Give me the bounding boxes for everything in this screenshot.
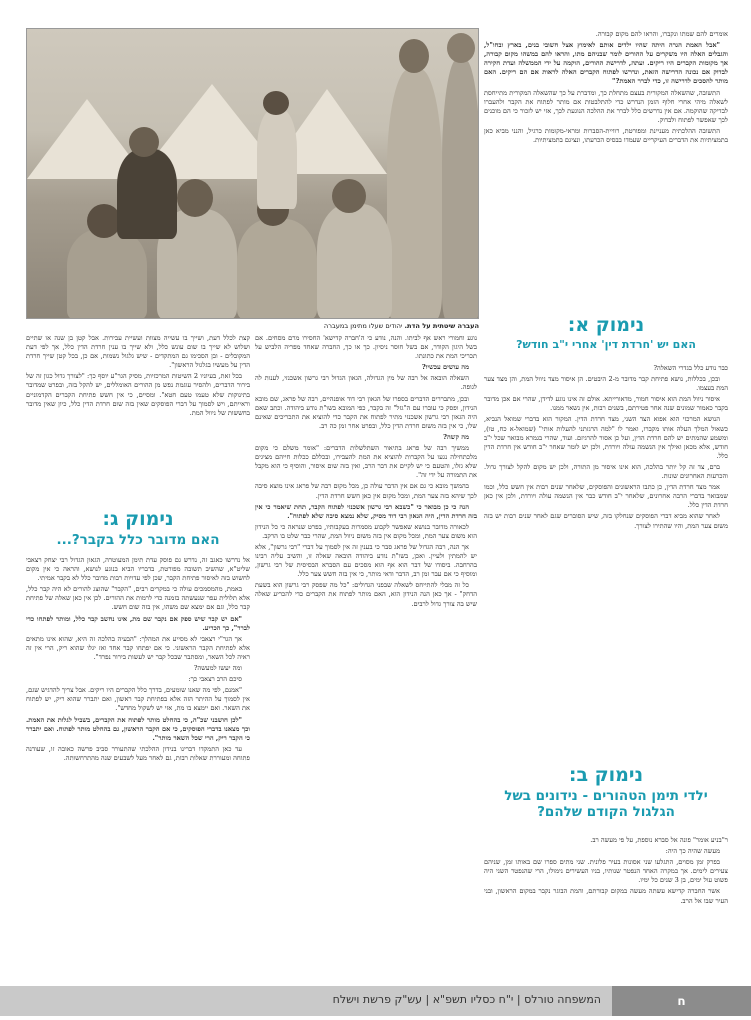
paragraph: אשר החברה קדישא עשתה מעשה במקום קבורתם, והמת הבוגר נקבר במקום הראשון, ובני העיר שבו אל הרב. xyxy=(484,887,728,905)
paragraph: לאחר שהוא מביא דברי הפוסקים שנחלקו בזה, שיש הסוברים שגם לאחר שנים רבות יש בזה משום צער המת, והיו שהתירו לצורך. xyxy=(484,512,728,530)
page-footer xyxy=(0,986,751,1020)
column-left-bottom xyxy=(26,556,250,976)
paragraph: אך הנה, רבה הגדול של פראג סבר כי בענין זה אין לסמוך על דברי "רבי גרשון", אלא יש להמתין ולעיין. ואכן, בשו"ת נודע ביהודה הובאה שאלה זו, והשיב עליה רבינו בהרחבה. ביסודו של דבר הוא אף הוא מסכים עם הסברא הבסיסית של רבי גרשון, ומוסיף כי אם עבר זמן רב, הדבר ודאי מותר, כי אין בזה חשש צער כלל. xyxy=(255,542,477,579)
paragraph: בפרק זמן מסוים, התגלעו שני אסונות בעיר פלונית. שני מתים ספרו שם באותו זמן, שניהם צעירים לימים. אך במקרה האחד הנפטר שנותיו, בניו העשירים נימולו, הרי שהנפטר השני היה פשוט עול ימים, בן 3 שנים כל ימיו. xyxy=(484,858,728,885)
paragraph: ר"בניע אומר" פונה אל סברא נוספת, על פי מעשה רב. xyxy=(590,836,728,844)
paragraph: נוגע וחמורי ראש אף לביתו. והנה, נודע כי ה'חברה קדישא' החסירו מרם מסחים. אם בשל היגון הקודר, אם בשל חוסר ניסיון. כך או כך, החברה שאחד מפריה הלביש על תכריכי המת את כתונתו. xyxy=(255,334,477,361)
section-heading-c xyxy=(26,508,250,548)
section-heading-a xyxy=(484,314,728,352)
paragraph: איסור ניוול המת הוא איסור חמור, מדאורייתא. אולם זה אינו נוגע לדידן, שהרי אם אכן מדובר בקבר כאמור שמונים שנה אחר פטירתם, בשנים רבות, אין נשאר ממנו. xyxy=(484,395,728,413)
paragraph: סיכם הרב רצאבי כך: xyxy=(188,675,242,684)
paragraph: בהמשך מובא כי גם אם אין הדבר עולה כן, מכל מקום רבה של פראג אינו מוצא סיבה לכך שיהא בזה צער המת, ומכל מקום אין כאן חשש חרדת הדין. xyxy=(255,482,477,500)
paragraph: "אמנם, לפי מה שאנו שומעים, בדרך כלל הקברים היו ריקים. אבל צריך להדגיש שגם, אין לסמוך על ההיתר הזה אלא בפתיחת קבר ראשון, ואם יתברר שהוא ריק, יש לפתוח את השאר. ואם יימצא בו מת, אזי יש לשקול מחדש". xyxy=(26,686,250,713)
photo-caption: העברה שיטתית על הדת. יהודים שעלו מתימן במעברה xyxy=(323,322,479,330)
paragraph: אומרים להם שמתו ונקברו, והראו להם מקום קבורה. xyxy=(595,30,728,38)
paragraph: לכאורה מדובר בנושא שאפשר לקבוע מסמרות בעקבותיו, בפרט שנראה כי כל הנידון הוא משום צער המת, ומכל מקום אין בזה משום ניוול המת, שהרי כבר שלט בו הרקב. xyxy=(255,522,477,540)
section-title: נימוק ב: xyxy=(568,764,644,786)
photo-yemenite-immigrants xyxy=(26,28,479,319)
paragraph: מה קשה? xyxy=(443,432,469,441)
paragraph: התשובה, שהשאלה המקורית בעצם מתחלת כך, ומדברת על כך שהשאלה המקורית מתייחסת לשאלה מיהי אחרי חלוף הזמן הנדרש כדי להתלבטות אם מותר לפתוח את הקבר ולהעברו לבדיקה שהוקמה. אם אין נדרשים כלל לברר את ההלכה הנוגעת לכך, אזי יש לזכור כי הם מוכנים לכך שאפשר לפתוח ולבדוק. xyxy=(484,88,728,124)
paragraph: מה עושים עכשיו? xyxy=(421,363,469,372)
paragraph: הנה כי כן מבואר כי "כשבא רבי גרשון אשכנזי לפתוח הקבר, תחת שיאמר כי אין בזה חרדת הדין, היה הגאון רבי דוד מסיק, שלא נמצא סיבה שלא לפתוח". xyxy=(255,502,477,520)
column-middle xyxy=(255,334,477,976)
paragraph: כל זה מבלי להתייחס לשאלה שבפני הגדולים: "כל מה שפסק רבי גרשון הוא בשעת הדחק" - אך כאן הנה הנידון הוא, האם מותר לפתוח את הקברים כדי להכריע שאלה שיש בה צורך גדול לרבים. xyxy=(255,581,477,608)
column-left-top xyxy=(26,334,250,502)
paragraph: "לכן חושבני שכ"ה, כי בהחלט מותר לפתוח את הקברים, בשביל לגלות את האמת. וכך מצאנו בדברי הפוסקים, כי אם הקבר הראשון, גם בהחלט מותר לפתוח. ואם יתברר כי הקבר ריק, הרי שכל השאר מותר". xyxy=(26,715,250,742)
section-subtitle: האם מדובר כלל בקבר?... xyxy=(56,532,220,548)
paragraph: "אם יש קבר שיש ספק אם נקבר שם מת, אינו נחשב קבר כלל, ומותר לפתחו כדי לברר", כך הכריע. xyxy=(26,614,250,632)
paragraph: השאלה הובאה אל רבה של מין הגדולה, הגאון הגדול רבי גרשון אשכנזי, לענות לה לגופה. xyxy=(255,374,477,392)
paragraph: בכל זאת, בעיוניו 2 השיטות המרכזיות, מסיק הגר"ע יוסף כך: "לצורך גדול כגון זה של בירור הדברים, ולהסיר עוגמת נפש מן ההורים האומללים, יש להקל בזה, ובפרט שמדובר בתינוקות שלא טעמו טעם חטא". ומסיים, כי אין חשש פתיחת הקברים הקדמוניים וראייתם, ויש לסמוך על דברי הפוסקים שאין בזה שום חרדת הדין כלל, כיון שאין מדובר בחששות של ניוול המת. xyxy=(26,372,250,417)
paragraph: ובכן, מתבררים הדברים בספרו של הגאון רבי דוד אופנהיים, רבה של פראג, שם מובא הנידון, ופסק כי עוברו עם ה"גזל" זה בקבר, כפי המובא בשו"ת נודע ביהודה. וכתב שאם היה הגאון רבי גרשון אשכנזי מתיר לפתוח את הקבר כדי להוציא את התכריכים שאינם שלו, כי אין בזה משום חרדת הדין כלל, ובפרט אחר זמן כה רב. xyxy=(255,394,477,430)
paragraph: ובכן, בכללות, נושא פתיחת קבר מדובר מ-2 היבטים. הן איסור מצד ניוול המת, והן מצד צער המת בעצמו. xyxy=(484,375,728,393)
paragraph: מעשה שהיה כך היה: xyxy=(665,847,720,856)
column-right-middle xyxy=(484,364,728,760)
paragraph: התשובה ההלכתית מעניינת ומפורטת, רוויית-הסברות ומראי-מקומות כרגיל, והנני מביא כאן בתמציתיות את הדברים העיקריים שעמדו בבסיס הכרעתו, ונציגם בתמציתיות. xyxy=(484,126,728,145)
page-number: ח xyxy=(612,986,751,1016)
paragraph: אל נדרשו כאגב זה, נדרש גם פוסק עדת תימן המעוטרה, הגאון הגדול רבי יצחק רצאבי שליט"א, שהשיב תשובה מפורטת, בדבריו הביא בנוגע לנושא, והראה כי אין מקום לחשוש בזה לאיסור פתיחת הקבר, שכן לפי עדויות רבות מדובר כלל לא בקבר אמיתי. xyxy=(26,556,250,583)
section-heading-b xyxy=(484,764,728,820)
paragraph: אמר מצד חרדת הדין, כן כתבו הראשונים והפוסקים, שלאחר שנים רבות אין חשש כלל, וכמו שמבואר בדברי הרבה אחרונים, שלאחר י"ב חודש כבר אין הנשמה עולה ויורדת, ולכן אין כאן חרדת הדין כלל. xyxy=(484,483,728,510)
column-right-bottom xyxy=(484,836,728,976)
paragraph: ברם, צד זה קל יותר בהלכה, הוא אינו איסור מן התורה, ולכן יש מקום להקל לצורך גדול. והכרעות האחרונים שונות. xyxy=(484,462,728,481)
footer-text: המשפחה טורלס | י"ח כסליו תשפ"א | עש"ק פרשת וישלח xyxy=(332,993,601,1006)
section-title: נימוק ג: xyxy=(102,508,174,530)
paragraph: באמת, מהמסמכים עולה כי במקרים רבים, "הקבר" שהוצג להורים לא היה קבר כלל, אלא תלולית עפר שנעשתה בזמנה כדי לרמות את ההורים. לכן אין כאן שאלה של פתיחת קבר כלל, וגם אם ימצא שם משהו, אין בזה שום חשש. xyxy=(26,585,250,612)
section-title: נימוק א: xyxy=(567,314,645,336)
paragraph: "אבל האמת הגרה היתה שהיו ילדים אותם לאימוץ אצל חשובי בנים, בארץ ובחו"ל, והגבלים האלה היו משקרים על ההורים לומר שבניהם מתו, והראו להם במשהו מקום קבורה, אך מקומות הקברים היו ריקים. ועתה, לדרישת ההורים, הוקמה על ידי הממשלה ועדת חקירה לבדוק אם נכונה הדרישה הזאת, ונדרשו לפתוח הקברים האלה לראות אם הם ריקים. האם מותר להסכים לדרישה זו, כדי לברר האמת?" xyxy=(484,41,728,86)
paragraph: כבר נודע כלל בגדרי השאלה? xyxy=(653,364,728,372)
paragraph: ומה יעשו למעשה? xyxy=(193,664,242,673)
paragraph: קצת לכלל דעת, ושייך בו עשייה מצוות ועשיית עבירות. אבל קטן בן שנה או שתיים ושלוש לא שייך בו שום עונש כלל, ולא שייך בו ענין חרדת הדין כלל, אך לפי דעת המקובלים - ובן הסכימו גם המתקדים - שיש גלגול נשמות, אם כן, בכל קטן שייך חרדת הדין על מעשיו בגלגול הראשון". xyxy=(26,334,250,370)
paragraph: הנושא המרכזי הוא אפוא הצד השני, מצד חרדת הדין. המקור הוא בדברי שמואל הנביא, כשאול המלך העלה אותו מקברו, ואמר לו "למה הרגזתני להעלות אותי" (שמואל-א כח, טו), ומשמע שהמתים יש להם חרדת הדין, ועל כן אסור להרגיזם. ועוד, שהרי בגמרא מבואר שכל י"ב חודש, אלא מכאן ואילך אין הנשמה עולה ויורדת, ולכן יש לומר שאחר י"ב חודש אין חרדת הדין כלל. xyxy=(484,415,728,460)
column-right-top xyxy=(484,30,728,320)
paragraph: עד כאן התמקדו דברינו בנידון ההלכתי שהתעורר סביב פרשה כאובה זו, שעודנה פתוחה ומעוררת שאלות רבות, גם לאחר מעל לשבעים שנה מהתרחשותה. xyxy=(26,744,250,762)
section-subtitle: ילדי תימן הטהורים - נידונים בשל הגלגול הקודם שלהם? xyxy=(504,788,708,820)
paragraph: אך הגר"י רצאבי לא מסייע את המהלך: "הבעיה בהלכה זה היא, שהוא אינו מתאים אלא לפתיחת הקבר הראשוני. כי אם יפתחו קבר אחד ואז יגלו שהוא ריק, הרי אין זה ראיה לכל השאר, ומסתבר שבכל קבר יש לעשות בירור נפרד". xyxy=(26,634,250,661)
paragraph: ממשיך רבה של פראג בתיאור השתלשלות הדברים: "אומר משלם כי מקום מלכתחילה נגעו על הקברות להוציא את המת להעבירו, ובכללם ככלות חייהם מציגים שלא גזלו, והטעם כי יש לקיים את דבר הרב, ואין בזה שום איסור, והוסיף כי הוא מקבל את התמורה על ידי זה". xyxy=(255,444,477,480)
section-subtitle: האם יש 'חרדת דין' אחרי י"ב חודש? xyxy=(516,338,696,351)
